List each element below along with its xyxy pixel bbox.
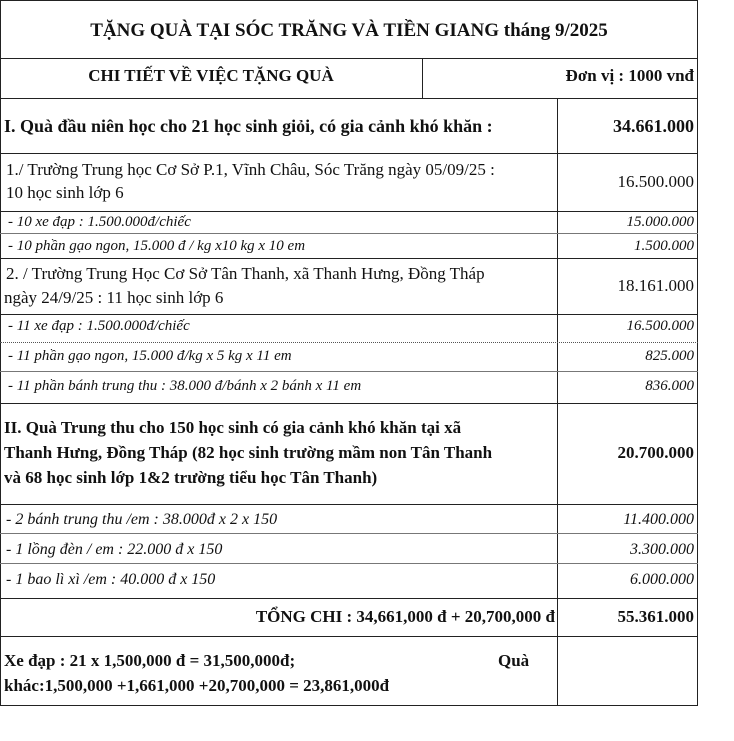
school-2-item-bicycles-amount: 16.500.000 [626, 318, 694, 334]
table-left-border [0, 0, 1, 706]
school-2-line-1: 2. / Trường Trung Học Cơ Sở Tân Thanh, xã Thanh Hưng, Đồng Tháp [6, 264, 485, 283]
school-1-item-rice-amount: 1.500.000 [634, 238, 694, 254]
section-2-line-3: và 68 học sinh lớp 1&2 trường tiểu học Tân Thanh) [4, 468, 378, 487]
total-label: TỔNG CHI : 34,661,000 đ + 20,700,000 đ [255, 607, 555, 626]
header-unit-label: Đơn vị : 1000 vnđ [565, 66, 694, 85]
section-2-line-2: Thanh Hưng, Đồng Tháp (82 học sinh trường mầm non Tân Thanh [4, 443, 493, 462]
school-2-amount: 18.161.000 [617, 276, 694, 295]
school-2-item-rice: - 11 phần gạo ngon, 15.000 đ/kg x 5 kg x 11 em [8, 348, 292, 364]
section-2-item-lucky-money-amount: 6.000.000 [630, 571, 694, 588]
section-2-item-mooncakes: - 2 bánh trung thu /em : 38.000đ x 2 x 150 [6, 511, 278, 528]
school-1-amount: 16.500.000 [617, 172, 694, 191]
school-2-item-mooncakes: - 11 phần bánh trung thu : 38.000 đ/bánh x 2 bánh x 11 em [8, 378, 362, 394]
school-2-line-2: ngày 24/9/25 : 11 học sinh lớp 6 [4, 288, 224, 307]
school-1-item-bicycles-amount: 15.000.000 [626, 214, 694, 230]
school-1-line-1: 1./ Trường Trung học Cơ Sở P.1, Vĩnh Châu, Sóc Trăng ngày 05/09/25 : [6, 160, 495, 179]
section-2-item-lucky-money: - 1 bao lì xì /em : 40.000 đ x 150 [6, 571, 216, 588]
school-1-item-bicycles: - 10 xe đạp : 1.500.000đ/chiếc [8, 214, 191, 230]
note-line-1-right: Quà [498, 651, 530, 670]
table-right-border [697, 0, 698, 706]
note-line-2: khác:1,500,000 +1,661,000 +20,700,000 = 23,861,000đ [4, 676, 390, 695]
section-2-amount: 20.700.000 [617, 443, 694, 462]
section-2-item-lanterns-amount: 3.300.000 [630, 541, 694, 558]
section-2-item-mooncakes-amount: 11.400.000 [623, 511, 694, 528]
page-title: TẶNG QUÀ TẠI SÓC TRĂNG VÀ TIỀN GIANG tháng 9/2025 [90, 20, 608, 41]
school-1-line-2: 10 học sinh lớp 6 [6, 183, 124, 202]
header-detail-label: CHI TIẾT VỀ VIỆC TẶNG QUÀ [88, 66, 334, 85]
section-1-amount: 34.661.000 [613, 116, 694, 136]
school-2-item-bicycles: - 11 xe đạp : 1.500.000đ/chiếc [8, 318, 190, 334]
note-line-1: Xe đạp : 21 x 1,500,000 đ = 31,500,000đ; [4, 651, 296, 670]
school-2-item-mooncakes-amount: 836.000 [645, 378, 694, 394]
section-2-line-1: II. Quà Trung thu cho 150 học sinh có gia cảnh khó khăn tại xã [4, 418, 462, 437]
school-2-item-rice-amount: 825.000 [645, 348, 694, 364]
section-1-label: I. Quà đầu niên học cho 21 học sinh giỏi, có gia cảnh khó khăn : [4, 116, 493, 136]
section-2-item-lanterns: - 1 lồng đèn / em : 22.000 đ x 150 [6, 541, 223, 558]
school-1-item-rice: - 10 phần gạo ngon, 15.000 đ / kg x10 kg x 10 em [8, 238, 306, 254]
total-amount: 55.361.000 [617, 607, 694, 626]
